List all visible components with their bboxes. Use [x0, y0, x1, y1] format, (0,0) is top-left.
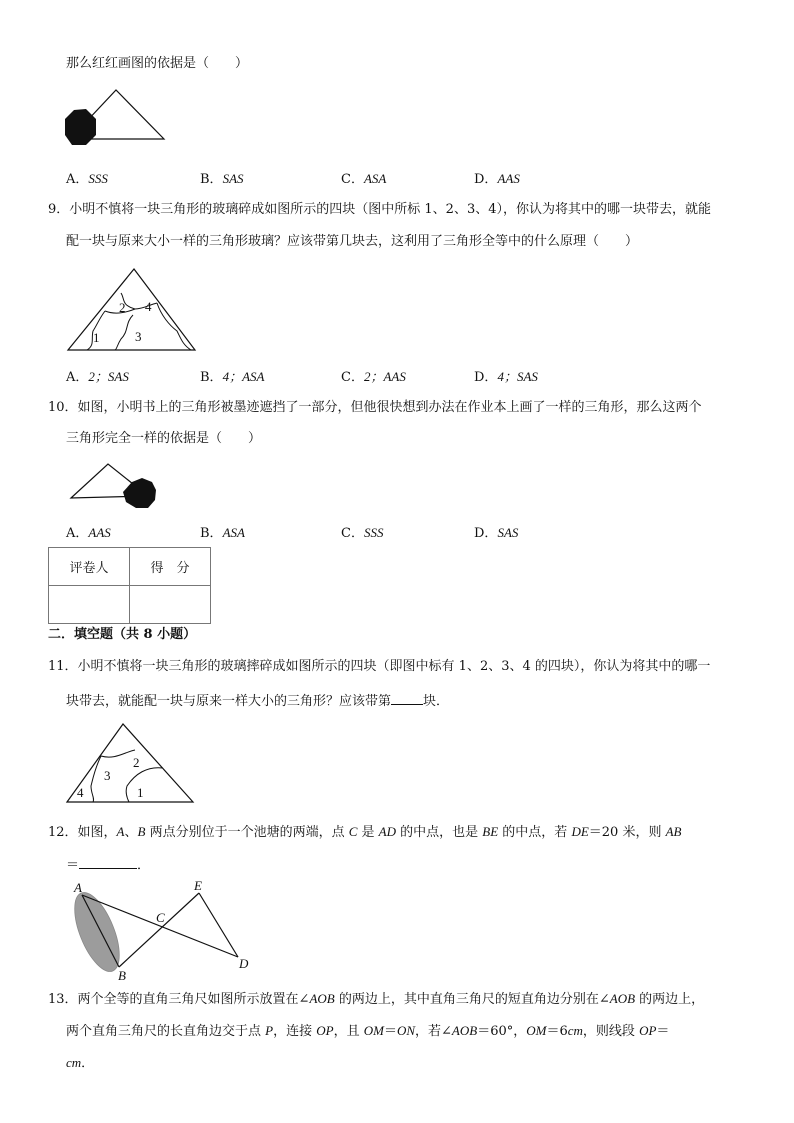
q11-crack-1 [91, 756, 101, 802]
option-letter: D． [474, 172, 498, 187]
q11-triangle [67, 724, 193, 802]
math-var: AOB [451, 1023, 478, 1038]
option-text: SAS [222, 171, 244, 186]
score-header: 得 分 [130, 548, 211, 586]
q10-option-a[interactable] [66, 526, 111, 540]
text: ，则线段 [582, 1024, 640, 1039]
q9-label-2: 2 [119, 300, 126, 315]
option-text: 2；AAS [363, 369, 406, 384]
q11-label-3: 3 [104, 768, 111, 783]
q8-option-d[interactable] [474, 172, 520, 186]
q9-crack-5 [157, 303, 191, 350]
text: ． [137, 858, 151, 873]
q9-triangle [68, 269, 195, 350]
math-var: ON [396, 1023, 416, 1038]
q9-option-b[interactable] [200, 370, 264, 384]
text: ，连接 [273, 1024, 317, 1039]
option-letter: C． [341, 526, 364, 541]
math-var: cm [567, 1023, 583, 1038]
text: 的两边上， [635, 992, 705, 1007]
text: 的两边上，其中直角三角尺的短直角边分别在∠ [334, 992, 610, 1007]
score-cell[interactable] [130, 586, 211, 624]
q12-label-d: D [239, 956, 249, 971]
text: 13．两个全等的直角三角尺如图所示放置在∠ [48, 992, 310, 1007]
q8-stem: 那么红红画图的依据是（ ） [66, 56, 249, 71]
option-letter: C． [341, 370, 364, 385]
text: 12．如图， [48, 825, 117, 840]
q12-answer-blank[interactable] [79, 856, 137, 869]
q9-crack-4 [115, 315, 133, 350]
q11-figure [65, 722, 200, 807]
q9-line2: 配一块与原来大小一样的三角形玻璃？应该带第几块去，这利用了三角形全等中的什么原理（ ） [66, 234, 639, 249]
q10-ink-blot [123, 478, 156, 508]
math-var: OP [316, 1023, 334, 1038]
option-text: SSS [88, 171, 108, 186]
q9-label-1: 1 [93, 330, 100, 345]
score-table [48, 547, 211, 624]
q11-answer-blank[interactable] [391, 692, 423, 705]
text: ，且 [333, 1024, 364, 1039]
text: 是 [357, 825, 379, 840]
q11-line1: 11．小明不慎将一块三角形的玻璃摔碎成如图所示的四块（即图中标有 1、2、3、4 的四块），你认为将其中的哪一 [48, 659, 711, 674]
q12-label-c: C [156, 910, 165, 925]
q13-line2 [66, 1024, 669, 1038]
q11-crack-2 [101, 750, 135, 757]
option-text: 2；SAS [88, 369, 129, 384]
text: ＝20 米，则 [588, 825, 666, 840]
grader-cell[interactable] [49, 586, 130, 624]
text: ＝ [383, 1024, 397, 1039]
math-var: AD [378, 824, 397, 839]
text: ＝6 [546, 1024, 568, 1039]
option-letter: A． [66, 370, 89, 385]
q8-figure [60, 85, 170, 155]
section-title: 二．填空题（共 8 小题） [48, 627, 197, 642]
option-letter: A． [66, 172, 89, 187]
q13-line3 [66, 1056, 94, 1070]
option-text: 4；ASA [222, 369, 265, 384]
option-text: ASA [222, 525, 245, 540]
q10-line2: 三角形完全一样的依据是（ ） [66, 431, 262, 446]
option-text: AAS [497, 171, 520, 186]
q12-segment-ed [199, 893, 238, 957]
option-letter: A． [66, 526, 89, 541]
q8-option-b[interactable] [200, 172, 244, 186]
option-text: AAS [88, 525, 111, 540]
q13-line1 [48, 992, 704, 1006]
option-text: ASA [363, 171, 387, 186]
option-text: SSS [363, 525, 384, 540]
q12-pond [66, 887, 129, 978]
q9-label-3: 3 [135, 329, 142, 344]
q11-label-2: 2 [133, 755, 140, 770]
math-var: OM [363, 1023, 384, 1038]
q10-line1: 10．如图，小明书上的三角形被墨迹遮挡了一部分，但他很快想到办法在作业本上画了一样的三角形，那么这两个 [48, 400, 702, 415]
math-var: AOB [609, 991, 636, 1006]
grader-header: 评卷人 [49, 548, 130, 586]
math-var: AB [665, 824, 682, 839]
q9-option-d[interactable] [474, 370, 538, 384]
math-var: BE [482, 824, 499, 839]
math-var: P [265, 1023, 274, 1038]
q9-label-4: 4 [145, 299, 152, 314]
q10-option-d[interactable] [474, 526, 518, 540]
q12-label-b: B [118, 968, 126, 983]
q9-line1: 9．小明不慎将一块三角形的玻璃碎成如图所示的四块（图中所标 1、2、3、4），你认为将其中的哪一块带去，就能 [48, 202, 711, 217]
option-letter: B． [200, 526, 223, 541]
q9-crack-3 [121, 293, 157, 309]
q11-label-1: 1 [137, 785, 144, 800]
q9-option-c[interactable] [341, 370, 406, 384]
q12-line2 [66, 856, 150, 872]
q9-figure [65, 265, 200, 355]
q10-figure [68, 460, 163, 510]
text: 的中点，若 [498, 825, 572, 840]
text: 的中点，也是 [396, 825, 483, 840]
option-letter: C． [341, 172, 364, 187]
q11-crack-3 [126, 768, 163, 802]
text: ，若∠ [415, 1024, 452, 1039]
option-letter: D． [474, 370, 498, 385]
text: ＝ [66, 858, 80, 873]
q11-label-4: 4 [77, 785, 84, 800]
q12-label-e: E [194, 878, 202, 893]
q10-option-c[interactable] [341, 526, 383, 540]
q11-line2-end: 块． [423, 694, 450, 709]
math-var: C [348, 824, 358, 839]
text: ＝60°， [477, 1024, 527, 1039]
q11-line2-text: 块带去，就能配一块与原来一样大小的三角形？应该带第 [66, 694, 392, 709]
q11-line2 [66, 692, 449, 708]
math-var: B [137, 824, 146, 839]
q12-label-a: A [74, 880, 82, 895]
q9-option-a[interactable] [66, 370, 129, 384]
q12-line1 [48, 825, 681, 839]
math-var: cm [66, 1055, 82, 1070]
option-letter: B． [200, 172, 223, 187]
option-text: 4；SAS [497, 369, 538, 384]
q12-segment-be [119, 893, 199, 967]
text: ＝ [656, 1024, 670, 1039]
text: ． [81, 1056, 95, 1071]
math-var: AOB [309, 991, 335, 1006]
q12-figure [62, 876, 262, 986]
q8-ink-blot [65, 109, 96, 145]
q10-option-b[interactable] [200, 526, 245, 540]
q8-option-a[interactable] [66, 172, 108, 186]
text: 、 [124, 825, 138, 840]
math-var: OP [639, 1023, 657, 1038]
math-var: A [116, 824, 125, 839]
option-text: SAS [497, 525, 519, 540]
option-letter: B． [200, 370, 223, 385]
math-var: OM [526, 1023, 547, 1038]
math-var: DE [571, 824, 589, 839]
text: 两个直角三角尺的长直角边交于点 [66, 1024, 266, 1039]
text: 两点分别位于一个池塘的两端，点 [145, 825, 349, 840]
option-letter: D． [474, 526, 498, 541]
q8-option-c[interactable] [341, 172, 386, 186]
